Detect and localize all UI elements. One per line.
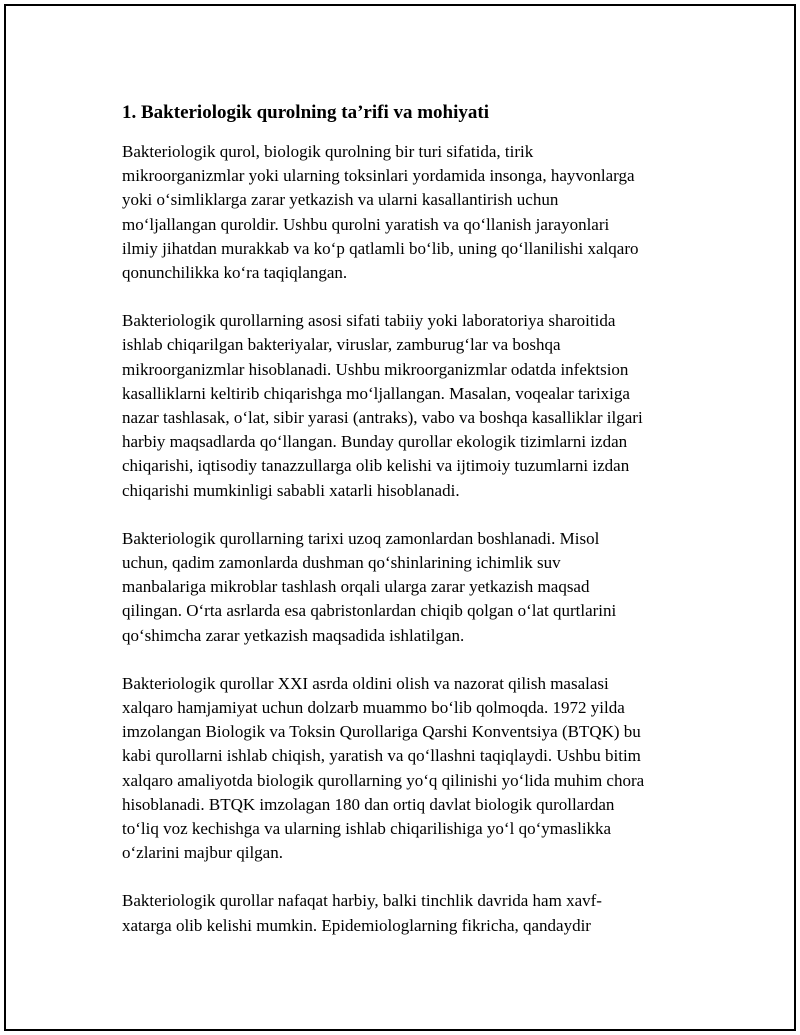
text-line: hisoblanadi. BTQK imzolagan 180 dan ortiq davlat biologik qurollardan xyxy=(122,794,615,814)
text-line: mo‘ljallangan quroldir. Ushbu qurolni yaratish va qo‘llanish jarayonlari xyxy=(122,214,610,234)
text-line: mikroorganizmlar yoki ularning toksinlari yordamida insonga, hayvonlarga xyxy=(122,166,635,186)
paragraph-history xyxy=(122,527,702,648)
text-line: chiqarishi mumkinligi sababli xatarli hisoblanadi. xyxy=(122,480,460,500)
text-line: mikroorganizmlar hisoblanadi. Ushbu mikroorganizmlar odatda infektsion xyxy=(122,359,629,379)
text-line: Bakteriologik qurollarning tarixi uzoq zamonlardan boshlanadi. Misol xyxy=(122,528,600,548)
text-line: imzolangan Biologik va Toksin Qurollariga Qarshi Konventsiya (BTQK) bu xyxy=(122,722,641,742)
document-body xyxy=(122,101,702,962)
text-line: to‘liq voz kechishga va ularning ishlab chiqarilishiga yo‘l qo‘ymaslikka xyxy=(122,819,612,839)
text-line: kasalliklarni keltirib chiqarishga mo‘ljallangan. Masalan, voqealar tarixiga xyxy=(122,383,630,403)
text-line: ilmiy jihatdan murakkab va ko‘p qatlamli bo‘lib, uning qo‘llanilishi xalqaro xyxy=(122,238,639,258)
text-line: nazar tashlasak, o‘lat, sibir yarasi (antraks), vabo va boshqa kasalliklar ilgari xyxy=(122,408,643,428)
text-line: kabi qurollarni ishlab chiqish, yaratish va qo‘llashni taqiqlaydi. Ushbu bitim xyxy=(122,746,641,766)
text-line: qo‘shimcha zarar yetkazish maqsadida ishlatilgan. xyxy=(122,625,465,645)
text-line: xatarga olib kelishi mumkin. Epidemiologlarning fikricha, qandaydir xyxy=(122,915,591,935)
paragraph-definition xyxy=(122,140,702,285)
text-line: harbiy maqsadlarda qo‘llangan. Bunday qurollar ekologik tizimlarni izdan xyxy=(122,432,628,452)
text-line: Bakteriologik qurollar nafaqat harbiy, balki tinchlik davrida ham xavf- xyxy=(122,891,602,911)
text-line: manbalariga mikroblar tashlash orqali ularga zarar yetkazish maqsad xyxy=(122,577,590,597)
text-line: uchun, qadim zamonlarda dushman qo‘shinlarining ichimlik suv xyxy=(122,553,561,573)
text-line: ishlab chiqarilgan bakteriyalar, viruslar, zamburug‘lar va boshqa xyxy=(122,335,561,355)
text-line: qonunchilikka ko‘ra taqiqlangan. xyxy=(122,263,348,283)
text-line: yoki o‘simliklarga zarar yetkazish va ularni kasallantirish uchun xyxy=(122,190,559,210)
text-line: o‘zlarini majbur qilgan. xyxy=(122,843,283,863)
text-line: chiqarishi, iqtisodiy tanazzullarga olib kelishi va ijtimoiy tuzumlarni izdan xyxy=(122,456,630,476)
text-line: qilingan. O‘rta asrlarda esa qabristonlardan chiqib qolgan o‘lat qurtlarini xyxy=(122,601,617,621)
text-line: Bakteriologik qurol, biologik qurolning bir turi sifatida, tirik xyxy=(122,142,534,161)
text-line: Bakteriologik qurollar XXI asrda oldini olish va nazorat qilish masalasi xyxy=(122,673,609,693)
text-line: xalqaro hamjamiyat uchun dolzarb muammo bo‘lib qolmoqda. 1972 yilda xyxy=(122,698,625,718)
paragraph-peacetime xyxy=(122,889,702,937)
text-line: xalqaro amaliyotda biologik qurollarning yo‘q qilinishi yo‘lida muhim chora xyxy=(122,770,645,790)
section-title: 1. Bakteriologik qurolning ta’rifi va mohiyati xyxy=(122,102,490,123)
page-frame xyxy=(4,4,796,1031)
text-line: Bakteriologik qurollarning asosi sifati tabiiy yoki laboratoriya sharoitida xyxy=(122,311,616,331)
paragraph-convention xyxy=(122,672,702,866)
paragraph-basis xyxy=(122,309,702,503)
